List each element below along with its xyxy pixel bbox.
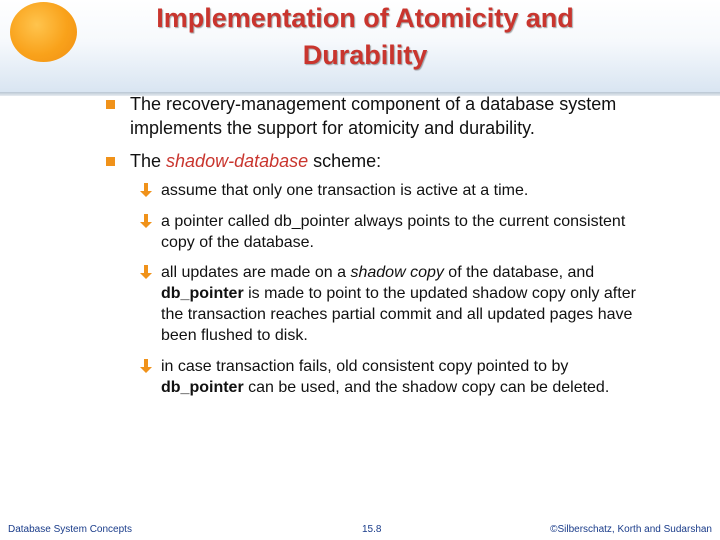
arrow-bullet-icon [138,358,154,374]
db-pointer-term: db_pointer [161,285,244,302]
footer-copyright: ©Silberschatz, Korth and Sudarshan [550,524,712,535]
bullet-text: The recovery-management component of a database system implements the support for atomicity and durability. [130,94,617,138]
arrow-bullet-icon [138,182,154,198]
sub-bullet-text: a pointer called db_pointer always points to the current consistent copy of the database. [161,213,626,251]
decorative-orb-icon [10,2,77,62]
sub-bullet-text: assume that only one transaction is active at a time. [161,182,529,199]
square-bullet-icon [106,157,115,166]
sub-bullet-text: all updates are made on a shadow copy of the database, and db_pointer is made to point to the updated shadow copy only after the transaction reaches partial commit and all updated pages have been flushed to disk. [161,264,636,344]
footer-left: Database System Concepts [8,524,132,535]
slide-title-line1: Implementation of Atomicity and [156,3,574,33]
sub-bullet-text: in case transaction fails, old consistent copy pointed to by db_pointer can be used, and the shadow copy can be deleted. [161,358,610,396]
shadow-database-term: shadow-database [166,151,309,171]
arrow-bullet-icon [138,213,154,229]
square-bullet-icon [106,100,115,109]
slide-title [95,0,635,74]
shadow-copy-term: shadow copy [350,264,444,281]
bullet-text: The shadow-database scheme: [130,151,382,171]
db-pointer-term: db_pointer [161,379,244,396]
arrow-bullet-icon [138,264,154,280]
footer-page-number: 15.8 [362,524,382,535]
slide-title-line2: Durability [302,40,428,70]
